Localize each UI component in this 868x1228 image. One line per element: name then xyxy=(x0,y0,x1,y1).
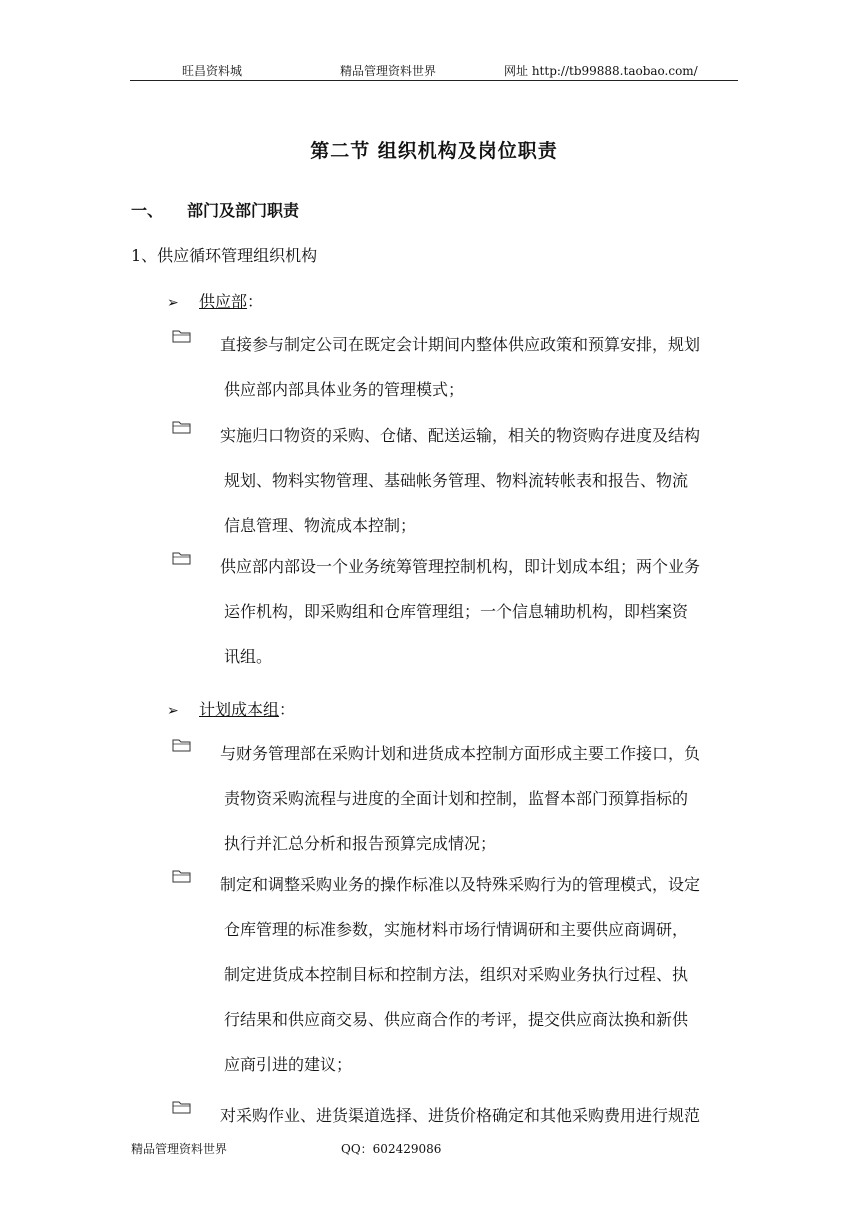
list-item xyxy=(172,413,738,548)
folder-bullet-icon xyxy=(172,868,192,884)
dept-name: 计划成本组 xyxy=(199,700,280,719)
section-heading xyxy=(131,198,299,221)
item-text-line: 执行并汇总分析和报告预算完成情况； xyxy=(224,834,497,853)
item-text-line: 应商引进的建议； xyxy=(224,1055,353,1074)
list-item xyxy=(172,862,738,1087)
header-left-text: 旺昌资料城 xyxy=(182,64,243,78)
arrow-bullet-icon: ➢ xyxy=(167,703,179,719)
footer-qq-text: QQ：602429086 xyxy=(341,1142,442,1156)
subsection-heading: 1、供应循环管理组织机构 xyxy=(131,246,318,265)
folder-bullet-icon xyxy=(172,737,192,753)
folder-bullet-icon xyxy=(172,550,192,566)
list-item xyxy=(172,1093,738,1138)
page-footer xyxy=(131,1140,442,1157)
list-item xyxy=(172,322,738,412)
item-text-line: 仓库管理的标准参数，实施材料市场行情调研和主要供应商调研， xyxy=(224,920,689,939)
page-header xyxy=(130,62,738,81)
item-text-line: 讯组。 xyxy=(224,647,273,666)
folder-bullet-icon xyxy=(172,1099,192,1115)
header-middle-text: 精品管理资料世界 xyxy=(340,64,437,78)
item-text-line: 责物资采购流程与进度的全面计划和控制，监督本部门预算指标的 xyxy=(224,789,689,808)
item-text-line: 行结果和供应商交易、供应商合作的考评，提交供应商汰换和新供 xyxy=(224,1010,689,1029)
dept-heading-planning: ➢ 计划成本组： xyxy=(167,700,296,719)
list-item xyxy=(172,731,738,866)
item-text-line: 规划、物料实物管理、基础帐务管理、物料流转帐表和报告、物流 xyxy=(224,471,689,490)
item-text-line: 与财务管理部在采购计划和进货成本控制方面形成主要工作接口，负 xyxy=(220,744,701,763)
section-label: 部门及部门职责 xyxy=(187,201,300,220)
section-number: 一、 xyxy=(131,201,164,220)
list-item xyxy=(172,544,738,679)
header-url-text: 网址 http://tb99888.taobao.com/ xyxy=(504,64,698,78)
item-text-line: 供应部内部具体业务的管理模式； xyxy=(224,380,465,399)
item-text-line: 对采购作业、进货渠道选择、进货价格确定和其他采购费用进行规范 xyxy=(220,1106,701,1125)
item-text-line: 实施归口物资的采购、仓储、配送运输，相关的物资购存进度及结构 xyxy=(220,426,701,445)
item-text-line: 制定和调整采购业务的操作标准以及特殊采购行为的管理模式，设定 xyxy=(220,875,701,894)
page-title: 第二节 组织机构及岗位职责 xyxy=(310,140,558,162)
item-text-line: 信息管理、物流成本控制； xyxy=(224,516,417,535)
item-text-line: 直接参与制定公司在既定会计期间内整体供应政策和预算安排，规划 xyxy=(220,335,701,354)
dept-name: 供应部 xyxy=(199,292,248,311)
footer-left-text: 精品管理资料世界 xyxy=(131,1142,228,1156)
item-text-line: 运作机构，即采购组和仓库管理组；一个信息辅助机构，即档案资 xyxy=(224,602,689,621)
item-text-line: 制定进货成本控制目标和控制方法，组织对采购业务执行过程、执 xyxy=(224,965,689,984)
folder-bullet-icon xyxy=(172,419,192,435)
dept-heading-supply: ➢ 供应部： xyxy=(167,292,264,311)
item-text-line: 供应部内部设一个业务统筹管理控制机构，即计划成本组；两个业务 xyxy=(220,557,701,576)
folder-bullet-icon xyxy=(172,328,192,344)
arrow-bullet-icon: ➢ xyxy=(167,295,179,311)
